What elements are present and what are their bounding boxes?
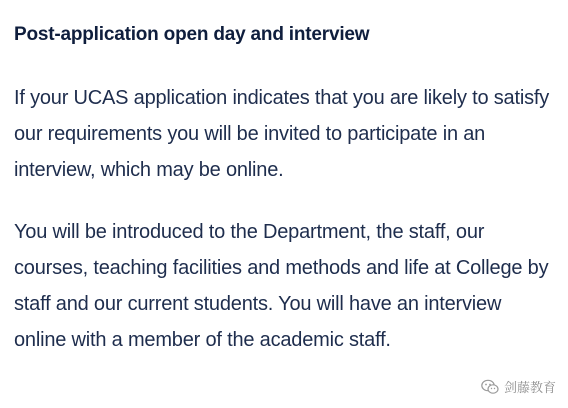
paragraph-invitation: If your UCAS application indicates that you are likely to satisfy our requirements you will be invited to participate in an interview, which may be online. xyxy=(14,87,550,181)
watermark xyxy=(481,377,556,396)
paragraph-introduction: You will be introduced to the Department, the staff, our courses, teaching facilities and methods and life at College by staff and our current students. You will have an interview online with a member of the academic staff. xyxy=(14,221,549,351)
watermark-text: 剑藤教育 xyxy=(503,381,556,396)
wechat-icon xyxy=(481,379,499,395)
section-heading: Post-application open day and interview xyxy=(14,24,370,45)
article xyxy=(14,0,554,358)
